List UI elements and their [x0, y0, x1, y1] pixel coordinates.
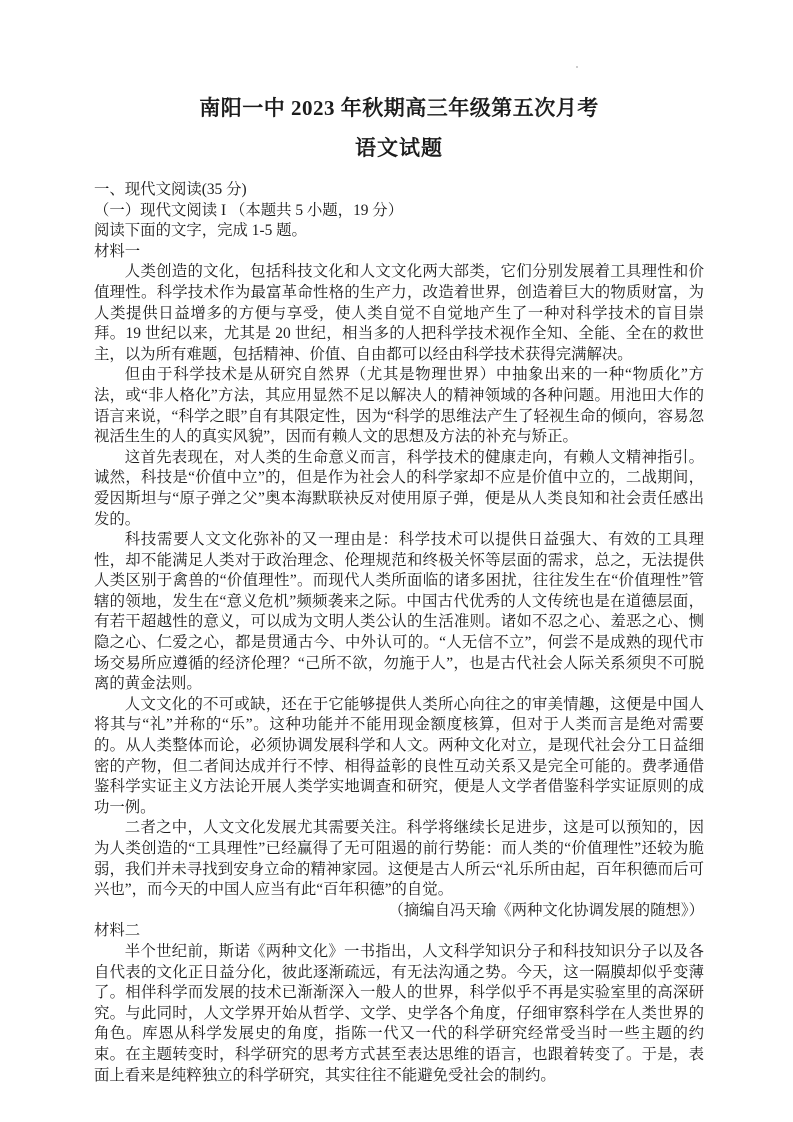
- exam-title: 南阳一中 2023 年秋期高三年级第五次月考: [199, 96, 599, 120]
- material-two-label: 材料二: [94, 922, 141, 940]
- material-one-paragraph-1: 人类创造的文化，包括科技文化和人文文化两大部类，它们分别发展着工具理性和价值理性。科学技术作为最富革命性格的生产力，改造着世界，创造着巨大的物质财富，为人类提供日益增多的方便与享受，使人类自觉不自觉地产生了一种对科学技术的盲目崇拜。19 世纪以来，尤其是 20 世纪，相当多的人把科学技术视作全知、全能、全在的救世主，以为所有难题，包括精神、价值、自由都可以经由科学技术获得完满解决。: [94, 263, 704, 363]
- exam-subject-title: 语文试题: [355, 136, 443, 160]
- material-one-paragraph-2: 但由于科学技术是从研究自然界（尤其是物理世界）中抽象出来的一种“物质化”方法，或“非人格化”方法，其应用显然不足以解决人的精神领域的各种问题。用池田大作的语言来说，“科学之眼”自有其限定性，因为“科学的思维法产生了轻视生命的倾向，容易忽视活生生的人的真实风貌”，因而有赖人文的思想及方法的补充与矫正。: [94, 366, 704, 446]
- material-one-paragraph-6: 二者之中，人文文化发展尤其需要关注。科学将继续长足进步，这是可以预知的，因为人类创造的“工具理性”已经赢得了无可阻遏的前行势能：而人类的“价值理性”还较为脆弱，我们并未寻找到安身立命的精神家园。这便是古人所云“礼乐所由起，百年积德而后可兴也”，而今天的中国人应当有此“百年积德”的自觉。: [94, 819, 704, 899]
- material-one-paragraph-3: 这首先表现在，对人类的生命意义而言，科学技术的健康走向，有赖人文精神指引。诚然，科技是“价值中立”的，但是作为社会人的科学家却不应是价值中立的，二战期间，爱因斯坦与“原子弹之父”奥本海默联袂反对使用原子弹，便是从人类良知和社会责任感出发的。: [94, 448, 704, 528]
- material-one-paragraph-4: 科技需要人文文化弥补的又一理由是：科学技术可以提供日益强大、有效的工具理性，却不能满足人类对于政治理念、伦理规范和终极关怀等层面的需求，总之，无法提供人类区别于禽兽的“价值理性”。而现代人类所面临的诸多困扰，往往发生在“价值理性”管辖的领地，发生在“意义危机”频频袭来之际。中国古代优秀的人文传统也是在道德层面，有若干超越性的意义，可以成为文明人类公认的生活准则。诸如不忍之心、羞恶之心、恻隐之心、仁爱之心，都是贯通古今、中外认可的。“人无信不立”，何尝不是成熟的现代市场交易所应遵循的经济伦理？“己所不欲，勿施于人”，也是古代社会人际关系须臾不可脱离的黄金法则。: [94, 531, 704, 693]
- exam-body: [94, 180, 704, 1086]
- scan-artifact-dot: [576, 66, 578, 68]
- section-heading: 一、现代文阅读(35 分): [94, 181, 247, 198]
- material-one-paragraph-5: 人文文化的不可或缺，还在于它能够提供人类所心向往之的审美情趣，这便是中国人将其与“礼”并称的“乐”。这种功能并不能用现金额度核算，但对于人类而言是绝对需要的。从人类整体而论，必须协调发展科学和人文。两种文化对立，是现代社会分工日益细密的产物，但二者间达成并行不悖、相得益彰的良性互动关系又是完全可能的。费孝通借鉴科学实证主义方法论开展人类学实地调查和研究，便是人文学者借鉴科学实证原则的成功一例。: [94, 695, 704, 816]
- material-one-attribution: （摘编自冯天瑜《两种文化协调发展的随想》）: [388, 901, 704, 919]
- material-one-label: 材料一: [94, 242, 141, 260]
- page-content: [94, 95, 704, 1086]
- reading-instruction: 阅读下面的文字，完成 1-5 题。: [94, 222, 307, 240]
- material-two-paragraph-1: 半个世纪前，斯诺《两种文化》一书指出，人文科学知识分子和科技知识分子以及各自代表的文化正日益分化，彼此逐渐疏远，有无法沟通之势。今天，这一隔膜却似乎变薄了。相伴科学而发展的技术已渐渐深入一般人的世界，科学似乎不再是实验室里的高深研究。与此同时，人文学界开始从哲学、文学、史学各个角度，仔细审察科学在人类世界的角色。库恩从科学发展史的角度，指陈一代又一代的科学研究经常受当时一些主题的约束。在主题转变时，科学研究的思考方式甚至表达思维的语言，也跟着转变了。于是，表面上看来是纯粹独立的科学研究，其实往往不能避免受社会的制约。: [94, 942, 704, 1084]
- subsection-heading: （一）现代文阅读 I （本题共 5 小题，19 分）: [94, 201, 404, 219]
